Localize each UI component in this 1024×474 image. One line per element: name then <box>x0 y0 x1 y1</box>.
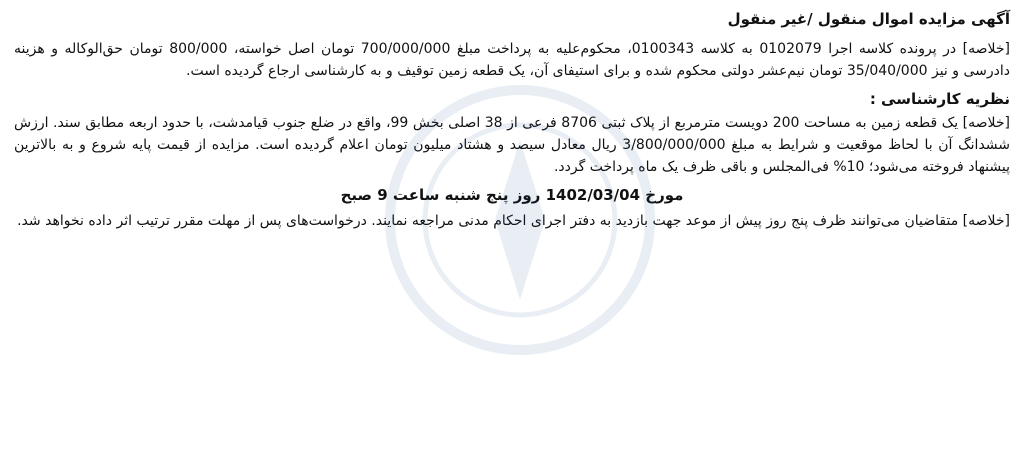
closing-paragraph: [خلاصه] متقاضیان می‌توانند ظرف پنج روز پیش از موعد جهت بازدید به دفتر اجرای احکام مدنی مراجعه نمایند. درخواست‌های پس از مهلت مقرر ترتیب اثر داده نخواهد شد. <box>17 213 1010 229</box>
auction-date-line: مورخ 1402/03/04 روز پنج شنبه ساعت 9 صبح <box>340 186 684 204</box>
intro-paragraph: [خلاصه] در پرونده کلاسه اجرا 0102079 به کلاسه 0100343، محکوم‌علیه به پرداخت مبلغ 700/000/000 تومان اصل خواسته، 800/000 تومان حق‌الوکاله و هزینه دادرسی و نیز 35/040/000 تومان نیم‌عشر دولتی محکوم شده و برای استیفای آن، یک قطعه زمین توقیف و به کارشناسی ارجاع گردیده است. <box>14 41 1011 79</box>
expert-opinion-heading: نظریه کارشناسی : <box>869 90 1010 108</box>
notice-title: آگهی مزایده اموال منقول /غیر منقول <box>727 10 1010 28</box>
expert-opinion-paragraph: [خلاصه] یک قطعه زمین به مساحت 200 دویست مترمربع از پلاک ثبتی 8706 فرعی از 38 اصلی بخش 99، واقع در ضلع جنوب قیامدشت، با حدود اربعه مطابق سند. ارزش ششدانگ آن با لحاظ موقعیت و شرایط به مبلغ 3/800/000/000 ریال معادل سیصد و هشتاد میلیون تومان اعلام گردیده است. مزایده از قیمت پایه شروع و به بالاترین پیشنهاد فروخته می‌شود؛ 10% فی‌المجلس و باقی ظرف یک ماه پرداخت گردد. <box>14 115 1011 175</box>
